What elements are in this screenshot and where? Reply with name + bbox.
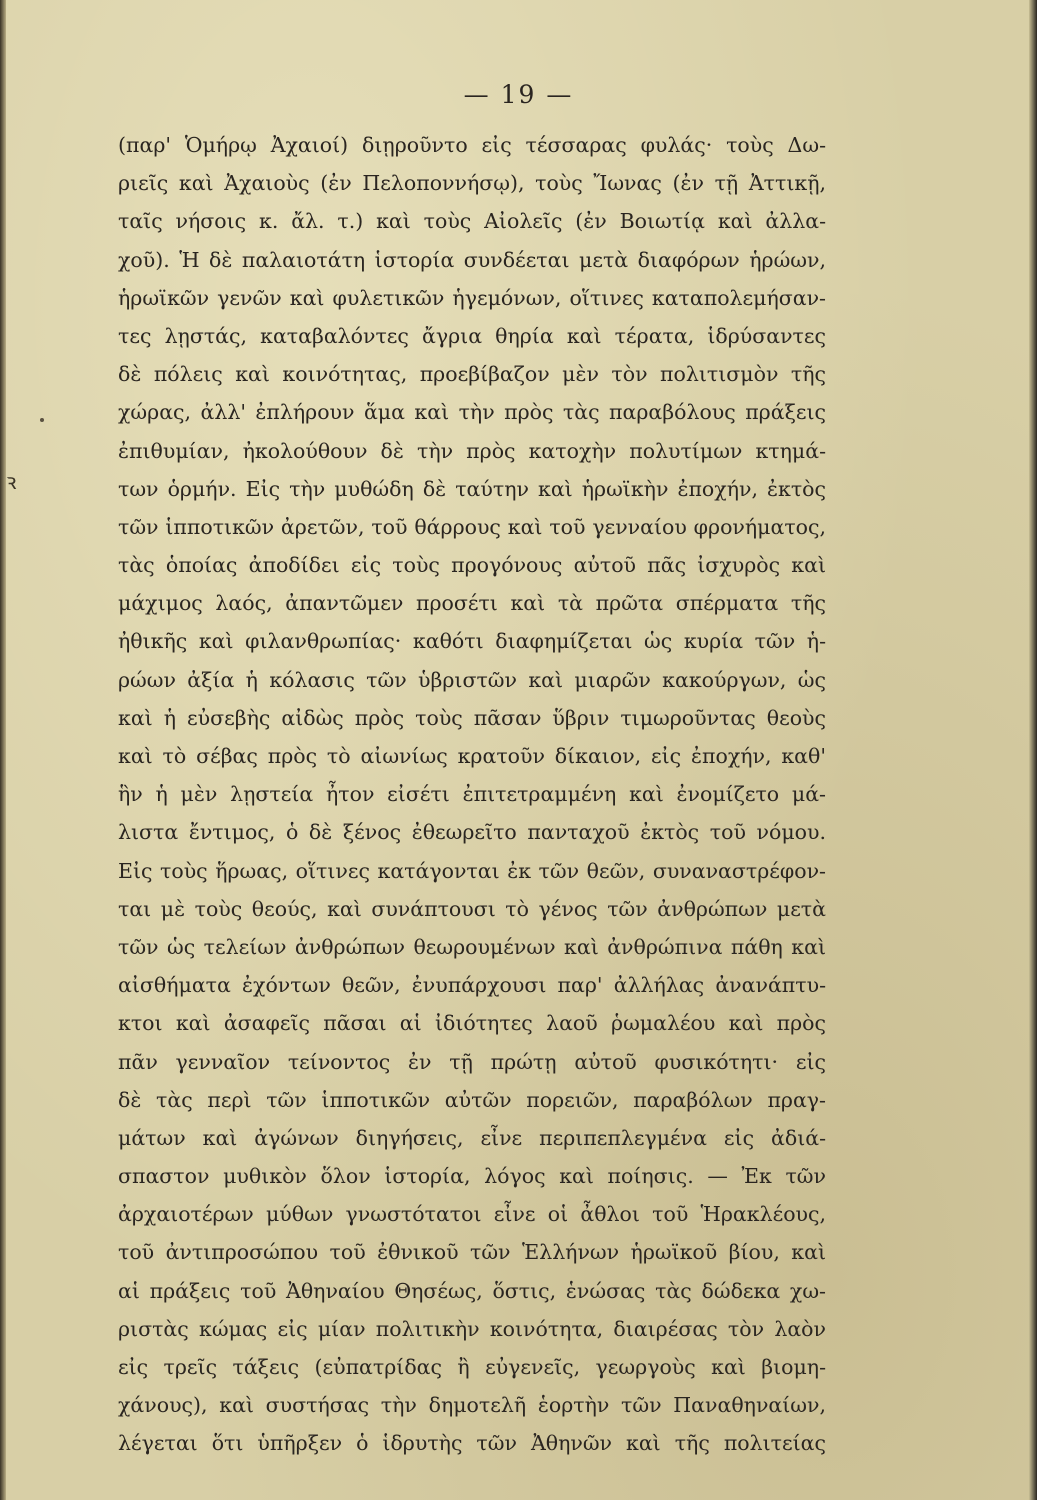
- text-line: (παρ' Ὁμήρῳ Ἀχαιοί) διῃροῦντο εἰς τέσσαρας φυλάς· τοὺς Δω-: [118, 133, 826, 157]
- text-line: πᾶν γενναῖον τείνοντος ἐν τῇ πρώτῃ αὐτοῦ φυσικότητι· εἰς: [118, 1049, 826, 1074]
- text-line: κτοι καὶ ἀσαφεῖς πᾶσαι αἱ ἰδιότητες λαοῦ ῥωμαλέου καὶ πρὸς: [118, 1011, 826, 1036]
- text-line: ἡρωϊκῶν γενῶν καὶ φυλετικῶν ἡγεμόνων, οἵτινες καταπολεμήσαν-: [118, 285, 826, 310]
- text-line: ἣν ἡ μὲν λῃστεία ἦτον εἰσέτι ἐπιτετραμμένη καὶ ἐνομίζετο μά-: [118, 782, 826, 807]
- text-line: ριστὰς κώμας εἰς μίαν πολιτικὴν κοινότητα, διαιρέσας τὸν λαὸν: [118, 1316, 826, 1341]
- text-line: ἠθικῆς καὶ φιλανθρωπίας· καθότι διαφημίζεται ὡς κυρία τῶν ἡ-: [118, 629, 826, 654]
- margin-blemish: [40, 418, 44, 422]
- text-line: ρώων ἀξία ἡ κόλασις τῶν ὑβριστῶν καὶ μιαρῶν κακούργων, ὡς: [118, 667, 826, 692]
- text-line: των ὁρμήν. Εἰς τὴν μυθώδη δὲ ταύτην καὶ ἡρωϊκὴν ἐποχήν, ἐκτὸς: [118, 476, 826, 501]
- text-line: ται μὲ τοὺς θεούς, καὶ συνάπτουσι τὸ γένος τῶν ἀνθρώπων μετὰ: [118, 896, 826, 921]
- text-line: σπαστον μυθικὸν ὅλον ἱστορία, λόγος καὶ ποίησις. — Ἐκ τῶν: [118, 1164, 826, 1189]
- text-line: αἰσθήματα ἐχόντων θεῶν, ἐνυπάρχουσι παρ' ἀλλήλας ἀνανάπτυ-: [118, 973, 826, 998]
- text-line: Εἰς τοὺς ἥρωας, οἵτινες κατάγονται ἐκ τῶν θεῶν, συναναστρέφον-: [118, 858, 826, 883]
- text-line: τῶν ἱπποτικῶν ἀρετῶν, τοῦ θάρρους καὶ τοῦ γενναίου φρονήματος,: [118, 514, 826, 539]
- text-line: χάνους), καὶ συστήσας τὴν δημοτελῆ ἑορτὴν τῶν Παναθηναίων,: [118, 1393, 826, 1418]
- text-line: δὲ πόλεις καὶ κοινότητας, προεβίβαζον μὲν τὸν πολιτισμὸν τῆς: [118, 362, 826, 387]
- text-line: εἰς τρεῖς τάξεις (εὐπατρίδας ἢ εὐγενεῖς, γεωργοὺς καὶ βιομη-: [118, 1355, 826, 1379]
- text-line: τες λῃστάς, καταβαλόντες ἄγρια θηρία καὶ τέρατα, ἱδρύσαντες: [118, 323, 826, 348]
- text-line: μάτων καὶ ἀγώνων διηγήσεις, εἶνε περιπεπλεγμένα εἰς ἀδιά-: [118, 1125, 826, 1150]
- text-line: ριεῖς καὶ Ἀχαιοὺς (ἐν Πελοποννήσῳ), τοὺς Ἴωνας (ἐν τῇ Ἀττικῇ,: [118, 171, 826, 196]
- text-line: μάχιμος λαός, ἀπαντῶμεν προσέτι καὶ τὰ πρῶτα σπέρματα τῆς: [118, 591, 826, 616]
- text-line: ταῖς νήσοις κ. ἄλ. τ.) καὶ τοὺς Αἰολεῖς (ἐν Βοιωτίᾳ καὶ ἀλλα-: [118, 209, 826, 234]
- text-line: λιστα ἔντιμος, ὁ δὲ ξένος ἐθεωρεῖτο πανταχοῦ ἐκτὸς τοῦ νόμου.: [118, 820, 826, 845]
- page-number: — 19 —: [463, 80, 574, 109]
- text-line: τὰς ὁποίας ἀποδίδει εἰς τοὺς προγόνους αὐτοῦ πᾶς ἰσχυρὸς καὶ: [118, 553, 826, 578]
- text-line: αἱ πράξεις τοῦ Ἀθηναίου Θησέως, ὅστις, ἑνώσας τὰς δώδεκα χω-: [118, 1278, 826, 1303]
- text-line: δὲ τὰς περὶ τῶν ἱπποτικῶν αὐτῶν πορειῶν, παραβόλων πραγ-: [118, 1087, 826, 1112]
- page-right-edge: [1029, 0, 1037, 1500]
- text-line: καὶ ἡ εὐσεβὴς αἰδὼς πρὸς τοὺς πᾶσαν ὕβριν τιμωροῦντας θεοὺς: [118, 705, 826, 730]
- text-line: καὶ τὸ σέβας πρὸς τὸ αἰωνίως κρατοῦν δίκαιον, εἰς ἐποχήν, καθ': [118, 744, 826, 768]
- margin-mark: ꝛ: [6, 470, 17, 495]
- body-text: [118, 126, 826, 1463]
- text-line: τοῦ ἀντιπροσώπου τοῦ ἐθνικοῦ τῶν Ἑλλήνων ἡρωϊκοῦ βίου, καὶ: [118, 1240, 826, 1265]
- text-line: ἐπιθυμίαν, ἠκολούθουν δὲ τὴν πρὸς κατοχὴν πολυτίμων κτημά-: [118, 438, 826, 463]
- text-line: χοῦ). Ἡ δὲ παλαιοτάτη ἱστορία συνδέεται μετὰ διαφόρων ἡρώων,: [118, 247, 826, 272]
- text-line: ἀρχαιοτέρων μύθων γνωστότατοι εἶνε οἱ ἆθλοι τοῦ Ἡρακλέους,: [118, 1202, 826, 1227]
- text-line: τῶν ὡς τελείων ἀνθρώπων θεωρουμένων καὶ ἀνθρώπινα πάθη καὶ: [118, 934, 826, 959]
- text-line: λέγεται ὅτι ὑπῆρξεν ὁ ἱδρυτὴς τῶν Ἀθηνῶν καὶ τῆς πολιτείας: [118, 1431, 826, 1456]
- text-line: χώρας, ἀλλ' ἐπλήρουν ἅμα καὶ τὴν πρὸς τὰς παραβόλους πράξεις: [118, 400, 826, 425]
- page-left-edge: [0, 0, 6, 1500]
